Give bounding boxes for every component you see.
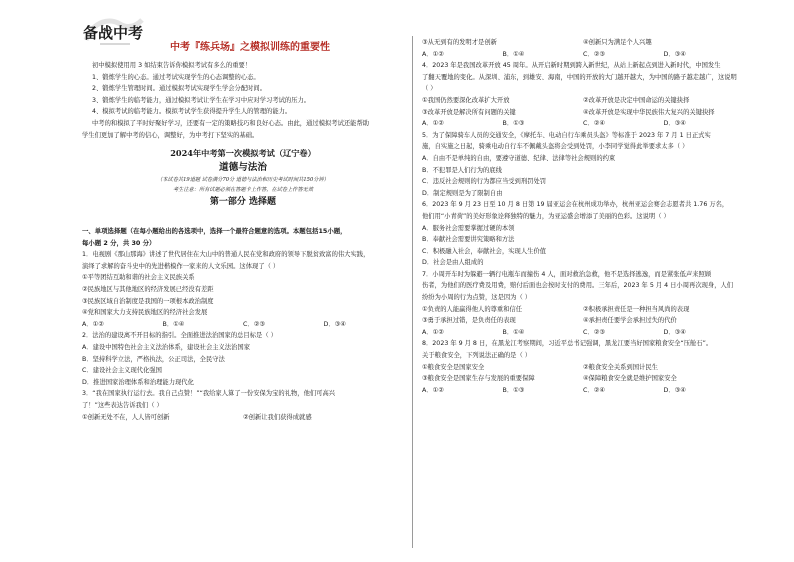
- choice-row: [422, 385, 744, 397]
- statement-row: [422, 315, 744, 327]
- question-text: 纷纷为小周的行为点赞，这是因为（ ）: [422, 294, 532, 302]
- statement-option: ③从无到有的发明才是创新: [422, 39, 497, 46]
- exam-header: [82, 146, 404, 210]
- choice-c[interactable]: C．违反社会规则的行为都应当受到刑罚处罚: [422, 178, 547, 186]
- statement-option: ②改革开放是决定中国命运的关键抉择: [583, 96, 690, 104]
- banner-title: 中考『练兵场』之模拟训练的重要性: [170, 42, 330, 53]
- choice-d[interactable]: D．社会是由人组成的: [422, 259, 484, 267]
- question-text: 他们用“小青荷”的美好形象诠释独特的魅力，为亚运盛会增添了美丽的色彩。这说明（ ）: [422, 212, 670, 220]
- choice-a[interactable]: A．自由不是单纯的自由，要遵守道德、纪律、法律等社会规则的约束: [422, 154, 616, 162]
- statement-option: ③勇于承担过错，是负责任的表现: [422, 317, 516, 325]
- question-text: 5．为了保障骑车人员的交通安全，《摩托车、电动自行车乘员头盔》等标准于 2023 年 7 月 1 日正式实: [422, 131, 711, 139]
- logo-text: 备战中考: [83, 24, 144, 42]
- choice-d[interactable]: D．③④: [323, 320, 346, 328]
- choice-b[interactable]: B．①③: [502, 120, 525, 128]
- statement-option: ④改革开放是实现中华民族伟大复兴的关键抉择: [583, 108, 715, 116]
- brand-logo: [80, 14, 146, 50]
- statement-option: ①粮食安全是国家安全: [422, 363, 485, 371]
- column-divider: [412, 36, 413, 548]
- choice-b[interactable]: B．①④: [502, 50, 525, 58]
- choice-a[interactable]: A．①②: [422, 328, 444, 336]
- intro-line: 初中模拟使用用 3 如结束告诉你模拟考试有多么的重要！: [92, 62, 252, 69]
- statement-option: ②积极承担责任是一种担当风尚的表现: [583, 305, 690, 313]
- question-3: [82, 388, 404, 423]
- statement-row: [422, 362, 744, 374]
- choice-a[interactable]: A．①②: [422, 386, 444, 394]
- exam-info: （本试卷共19道题 试卷满分70分 道德与法治和历史考试时间共150分钟）: [157, 177, 329, 183]
- statement-row: [422, 304, 744, 316]
- choice-c[interactable]: C．积极融入社会，奉献社会，实现人生价值: [422, 247, 547, 255]
- intro-line: 学生们更加了解中考的信心，调整好，为中考打下坚实的基础。: [82, 131, 259, 139]
- question-text: 3．“我在国家执行运行去。我自己点赞！”“我给家人算了一份安保为宝的礼物，他们可高兴: [82, 390, 336, 398]
- section-heading: 一、单项选择题（在每小题给出的各选项中，选择一个最符合题意的选项。本题包括15小题，: [82, 227, 347, 235]
- statement-option: ①负责的人能赢得他人的尊重和信任: [422, 305, 523, 313]
- question-text: （ ）: [422, 85, 437, 93]
- question-text: 了！”这些表达告诉我们（ ）: [82, 401, 163, 409]
- choice-a[interactable]: A．①②: [422, 120, 444, 128]
- intro-line: 4、模拟考试的临考能力。模拟考试学生获得提升学生人的管理的能力。: [92, 108, 292, 116]
- choice-d[interactable]: D．③④: [663, 120, 686, 128]
- choice-d[interactable]: D．推进国家治理体系和治理能力现代化: [82, 378, 194, 386]
- section-heading: 每小题 2 分，共 30 分）: [82, 238, 156, 247]
- choice-d[interactable]: D．③④: [663, 328, 686, 336]
- choice-b[interactable]: B．①③: [502, 386, 525, 394]
- choice-d[interactable]: D．③④: [663, 50, 686, 58]
- intro-line: 中考的和模拟了平时好聚好学习，还要有一定的策略技巧和良好心态。由此，通过模拟考试还能帮助: [92, 119, 370, 127]
- statement-option: ①创新无处不在，人人皆可创新: [82, 413, 170, 421]
- intro-line: 1、锻炼学生的心态。通过考试实现学生的心态调整的心态。: [92, 73, 260, 81]
- choice-b[interactable]: B．奉献社会需要讲究策略和方法: [422, 236, 515, 244]
- choice-row: [422, 118, 744, 130]
- choice-d[interactable]: D．③④: [663, 386, 686, 394]
- question-6: [422, 199, 744, 269]
- choice-c[interactable]: C．②③: [243, 320, 265, 328]
- statement-option: ②创新让我们获得成就感: [243, 413, 312, 421]
- statement-option: ②民族地区与其他地区的经济发展已经没有差距: [82, 285, 214, 293]
- choice-a[interactable]: A．服务社会需要掌握过硬的本领: [422, 224, 515, 232]
- intro-line: 3、锻炼学生的临考能力，通过模拟考试让学生在学习中应对学习考试的压力。: [92, 96, 311, 104]
- choice-c[interactable]: C．②④: [583, 386, 605, 394]
- choice-row: [422, 327, 744, 339]
- question-text: 演绎了求解的奋斗史中的先进楷模作一家来的人文乐园。这体现了（ ）: [82, 262, 280, 270]
- statement-option: ④承担责任要学会承担过失的代价: [583, 317, 677, 325]
- subject-title: 道德与法治: [219, 162, 267, 173]
- choice-row: [422, 49, 744, 61]
- statement-option: ①我国仍然要深化改革扩大开放: [422, 96, 510, 104]
- intro-line: 2、锻炼学生管理时间。通过模拟考试实现学生学会分配时间。: [92, 85, 267, 93]
- choice-a[interactable]: A．建设中国特色社会主义法治体系，建设社会主义法治国家: [82, 343, 251, 351]
- question-text: 6．2023 年 9 月 23 日至 10 月 8 日第 19 届亚运会在杭州成功举办，杭州亚运会赛会志愿者共 1.76 万名，: [422, 201, 729, 209]
- question-2: [82, 330, 404, 388]
- statement-option: ②粮食安全关系到国计民生: [583, 363, 658, 371]
- statement-row: [82, 412, 404, 424]
- question-4: [422, 60, 744, 130]
- choice-b[interactable]: B．①④: [502, 328, 525, 336]
- statement-row: [422, 373, 744, 385]
- choice-c[interactable]: C．②③: [583, 50, 605, 58]
- choice-b[interactable]: B．坚持科学立法，严格执法，公正司法，全民守法: [82, 355, 225, 363]
- statement-option: ④党和国家大力支持民族地区的经济社会发展: [82, 309, 208, 317]
- choice-c[interactable]: C．建设社会主义现代化强国: [82, 367, 162, 375]
- question-1: [82, 249, 404, 330]
- statement-row: [422, 107, 744, 119]
- question-8: [422, 338, 744, 396]
- right-questions: [422, 37, 744, 396]
- question-text: 2．法治的建设离不开目标的指引。全面推进法治国家的总目标是（ ）: [82, 332, 277, 340]
- statement-option: ④创新只为满足个人兴趣: [583, 39, 652, 46]
- choice-a[interactable]: A．①②: [422, 50, 444, 58]
- intro-section: [82, 60, 404, 141]
- part-one-heading: 第一部分 选择题: [209, 197, 277, 207]
- statement-option: ④保障粮食安全就是维护国家安全: [583, 375, 677, 383]
- question-5: [422, 130, 744, 200]
- question-text: 7．小周开车时为躲避一辆行电瓶车而撞伤 4 人，面对救治急救，他不是选择逃逸，而是紧张低声来照顾: [422, 270, 712, 278]
- choice-c[interactable]: C．②③: [583, 328, 605, 336]
- question-text: 了翻天覆地的变化。从深圳、浦东，到雄安、海南，中国的开放的大门越开越大，为中国的路子越走越广，这说明: [422, 73, 737, 81]
- question-text: 4．2023 年是我国改革开放 45 周年。从开启新时期到跨入新世纪，从站上新起点到进入新时代，中国发生: [422, 62, 721, 70]
- statement-option: ③改革开放是解决所有问题的关键: [422, 108, 516, 116]
- choice-d[interactable]: D．制定规则是为了限制自由: [422, 189, 503, 197]
- question-7: [422, 269, 744, 339]
- left-questions: [82, 226, 404, 423]
- question-text: 施，自实施之日起，骑乘电动自行车不佩戴头盔将会受到处罚，小李同学觉得此举要求太多（ ）: [422, 143, 689, 151]
- question-text: 关于粮食安全，下列说法正确的是（ ）: [422, 352, 532, 360]
- question-text: 8．2023 年 9 月 8 日，在黑龙江考察期间，习近平总书记强调，黑龙江要当好国家粮食安全“压舱石”。: [422, 340, 713, 348]
- choice-row: [82, 319, 404, 331]
- statement-option: ③民族区域自治制度是我国的一项根本政治制度: [82, 297, 214, 305]
- exam-title: 2024年中考第一次模拟考试（辽宁卷）: [170, 148, 316, 158]
- choice-b[interactable]: B．不犯罪是人们行为的底线: [422, 166, 502, 174]
- question-text: 伤者，为他们的医疗费及用费，赔付后面也会按时支付的费用。三年后，2023 年 5 月 4 日小周再次现身，人们: [422, 282, 734, 290]
- statement-option: ①平等团结互助和谐的社会主义民族关系: [82, 274, 195, 282]
- question-text: 1．电视剧《那山那海》讲述了世代居住在大山中的普通人民在党和政府的领导下脱贫致富的伟大实践，: [82, 251, 370, 259]
- statement-option: ③粮食安全是国家生存与发展的重要保障: [422, 375, 535, 383]
- statement-row: [422, 95, 744, 107]
- choice-b[interactable]: B．①④: [162, 320, 185, 328]
- statement-row: [422, 37, 744, 49]
- exam-notice: 考生注意：所有试题必须在答题卡上作答，在试卷上作答无效: [172, 187, 314, 193]
- choice-c[interactable]: C．②④: [583, 120, 605, 128]
- choice-a[interactable]: A．①②: [82, 320, 104, 328]
